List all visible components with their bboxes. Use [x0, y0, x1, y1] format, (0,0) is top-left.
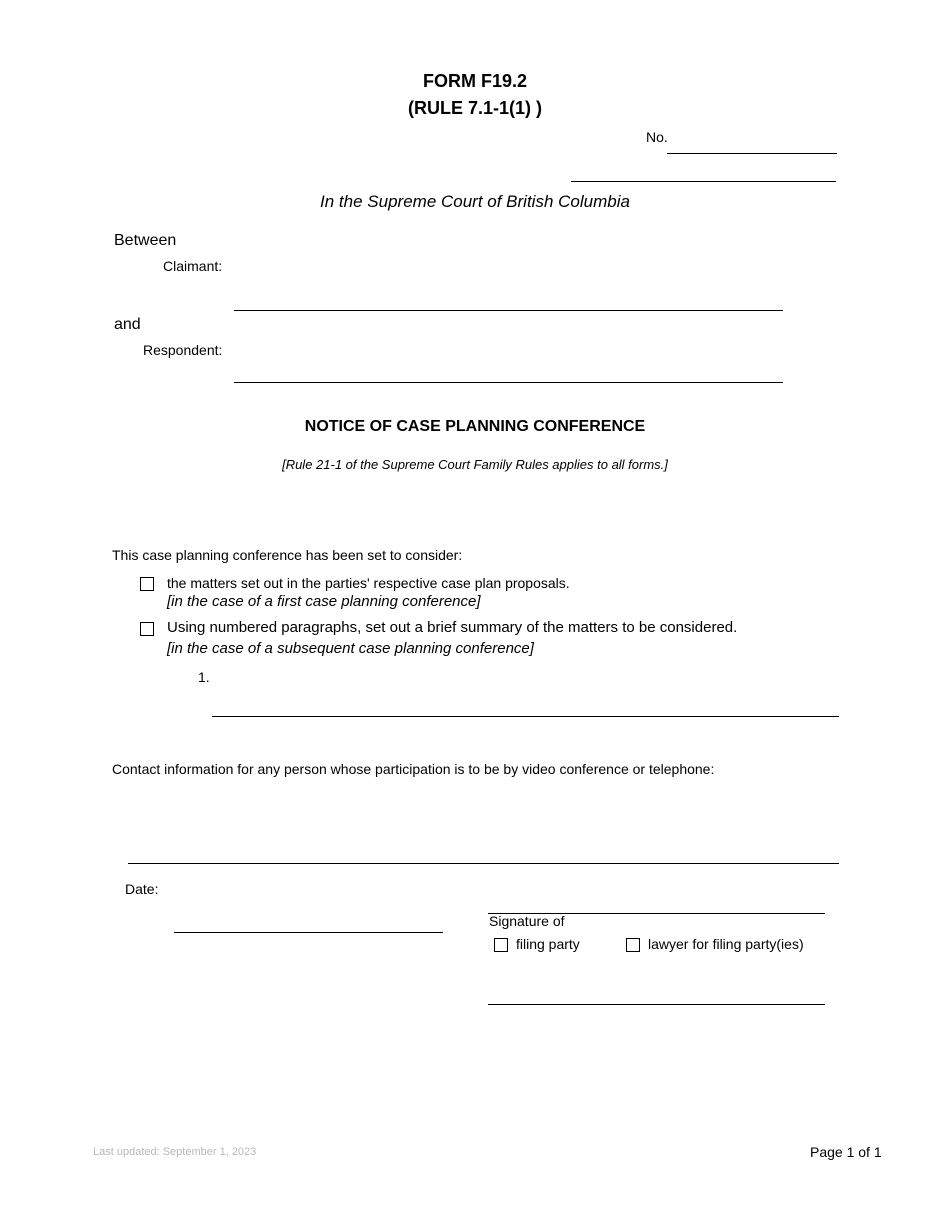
respondent-line[interactable] [234, 382, 783, 383]
subsequent-conference-text: Using numbered paragraphs, set out a brief summary of the matters to be considered. [167, 619, 738, 636]
lawyer-label: lawyer for filing party(ies) [648, 936, 804, 952]
signature-line[interactable] [488, 1004, 825, 1005]
first-conference-checkbox[interactable] [140, 577, 154, 591]
form-title: FORM F19.2 [422, 71, 528, 91]
lawyer-checkbox[interactable] [626, 938, 640, 952]
contact-label: Contact information for any person whose participation is to be by video conference or telephone: [112, 761, 715, 777]
notice-title: NOTICE OF CASE PLANNING CONFERENCE [304, 418, 646, 435]
file-number-label: No. [646, 129, 668, 145]
date-label: Date: [125, 881, 159, 897]
between-label: Between [114, 232, 177, 249]
rule-reference: (RULE 7.1-1(1) ) [407, 98, 542, 118]
court-name: In the Supreme Court of British Columbia [320, 192, 630, 211]
file-number-line[interactable] [667, 153, 837, 154]
contact-line[interactable] [128, 863, 839, 864]
claimant-line[interactable] [234, 310, 783, 311]
subsequent-conference-note: [in the case of a subsequent case planning conference] [167, 640, 534, 657]
first-conference-note: [in the case of a first case planning conference] [167, 593, 481, 610]
last-updated: Last updated: September 1, 2023 [93, 1146, 257, 1158]
page-number: Page 1 of 1 [810, 1144, 882, 1160]
signature-of-label: Signature of [489, 913, 565, 929]
consider-intro: This case planning conference has been set to consider: [112, 547, 463, 563]
first-conference-text: the matters set out in the parties' respective case plan proposals. [167, 575, 570, 591]
paragraph-number: 1. [198, 669, 210, 685]
respondent-label: Respondent: [143, 342, 223, 358]
rule-note: [Rule 21-1 of the Supreme Court Family Rules applies to all forms.] [282, 457, 668, 472]
registry-line[interactable] [571, 181, 836, 182]
date-line[interactable] [174, 932, 443, 933]
and-label: and [114, 316, 141, 333]
paragraph-line[interactable] [212, 716, 839, 717]
filing-party-checkbox[interactable] [494, 938, 508, 952]
subsequent-conference-checkbox[interactable] [140, 622, 154, 636]
filing-party-label: filing party [516, 936, 580, 952]
claimant-label: Claimant: [163, 258, 223, 274]
